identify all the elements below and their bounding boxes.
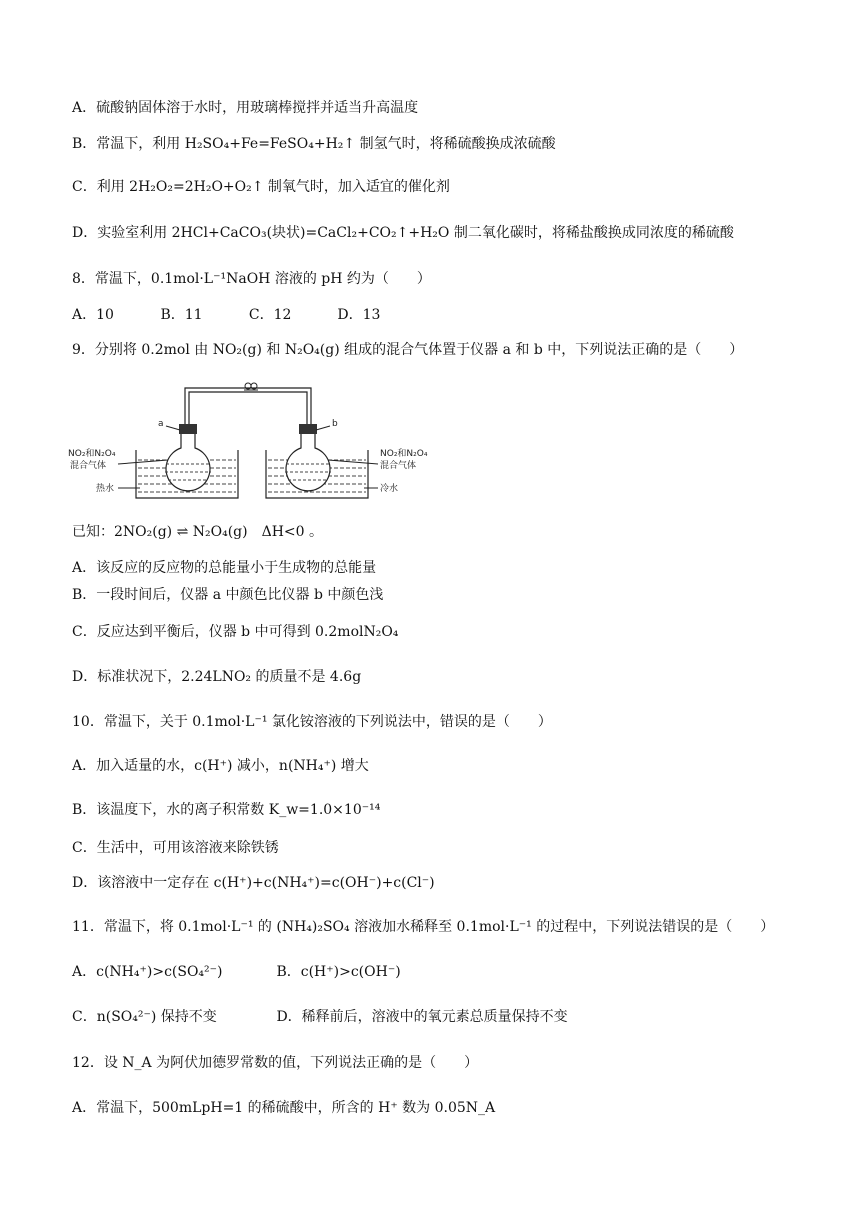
left-gas-label: NO₂和N₂O₄	[68, 449, 116, 459]
q11-option-d: D．稀释前后，溶液中的氧元素总质量保持不变	[276, 1009, 568, 1025]
q10-option-a: A．加入适量的水，c(H⁺) 减小，n(NH₄⁺) 增大	[72, 758, 369, 774]
cold-water-label: 冷水	[380, 484, 399, 494]
q10-stem: 10．常温下，关于 0.1mol·L⁻¹ 氯化铵溶液的下列说法中，错误的是（ ）	[72, 714, 552, 730]
q12-option-a: A．常温下，500mLpH=1 的稀硫酸中，所含的 H⁺ 数为 0.05N_A	[72, 1100, 496, 1116]
q7-option-d: D．实验室利用 2HCl+CaCO₃(块状)=CaCl₂+CO₂↑+H₂O 制二氧化碳时，将稀盐酸换成同浓度的稀硫酸	[72, 225, 734, 241]
q8-option-b: B．11	[160, 307, 203, 323]
right-gas-label-2: 混合气体	[380, 461, 417, 471]
q7-option-b: B．常温下，利用 H₂SO₄+Fe=FeSO₄+H₂↑ 制氢气时，将稀硫酸换成浓硫酸	[72, 136, 556, 152]
q9-option-b: B．一段时间后，仪器 a 中颜色比仪器 b 中颜色浅	[72, 587, 384, 603]
q8-option-a: A．10	[72, 307, 114, 323]
q11-option-c: C．n(SO₄²⁻) 保持不变	[72, 1009, 217, 1025]
clamp-icon	[244, 383, 258, 390]
q9-option-c: C．反应达到平衡后，仪器 b 中可得到 0.2molN₂O₄	[72, 624, 399, 640]
q11-option-b: B．c(H⁺)>c(OH⁻)	[276, 964, 401, 980]
flask-apparatus-diagram	[68, 380, 448, 510]
q10-option-b: B．该温度下，水的离子积常数 K_w=1.0×10⁻¹⁴	[72, 802, 381, 818]
q8-options	[72, 305, 380, 325]
left-gas-label-2: 混合气体	[70, 461, 107, 471]
q9-option-a: A．该反应的反应物的总能量小于生成物的总能量	[72, 560, 377, 576]
hot-water-label: 热水	[96, 484, 115, 494]
q8-stem: 8．常温下，0.1mol·L⁻¹NaOH 溶液的 pH 约为（ ）	[72, 271, 431, 287]
q8-option-c: C．12	[248, 307, 292, 323]
flask-a-label: a	[158, 419, 164, 429]
flask-b-label: b	[332, 419, 338, 429]
q9-stem: 9．分别将 0.2mol 由 NO₂(g) 和 N₂O₄(g) 组成的混合气体置于仪器 a 和 b 中，下列说法正确的是（ ）	[72, 342, 744, 358]
q11-options-row2	[72, 1007, 568, 1027]
q10-option-d: D．该溶液中一定存在 c(H⁺)+c(NH₄⁺)=c(OH⁻)+c(Cl⁻)	[72, 875, 435, 891]
q9-given: 已知：2NO₂(g) ⇌ N₂O₄(g) ΔH<0 。	[72, 524, 324, 540]
q11-options-row1	[72, 962, 401, 982]
q7-option-a: A．硫酸钠固体溶于水时，用玻璃棒搅拌并适当升高温度	[72, 100, 419, 116]
q8-option-d: D．13	[337, 307, 381, 323]
q11-stem: 11．常温下，将 0.1mol·L⁻¹ 的 (NH₄)₂SO₄ 溶液加水稀释至 0.1mol·L⁻¹ 的过程中，下列说法错误的是（ ）	[72, 919, 775, 935]
right-gas-label: NO₂和N₂O₄	[380, 449, 428, 459]
q11-option-a: A．c(NH₄⁺)>c(SO₄²⁻)	[72, 964, 223, 980]
q7-option-c: C．利用 2H₂O₂=2H₂O+O₂↑ 制氧气时，加入适宜的催化剂	[72, 179, 450, 195]
q12-stem: 12．设 N_A 为阿伏加德罗常数的值，下列说法正确的是（ ）	[72, 1055, 479, 1071]
q9-option-d: D．标准状况下，2.24LNO₂ 的质量不是 4.6g	[72, 669, 362, 685]
q10-option-c: C．生活中，可用该溶液来除铁锈	[72, 840, 279, 856]
